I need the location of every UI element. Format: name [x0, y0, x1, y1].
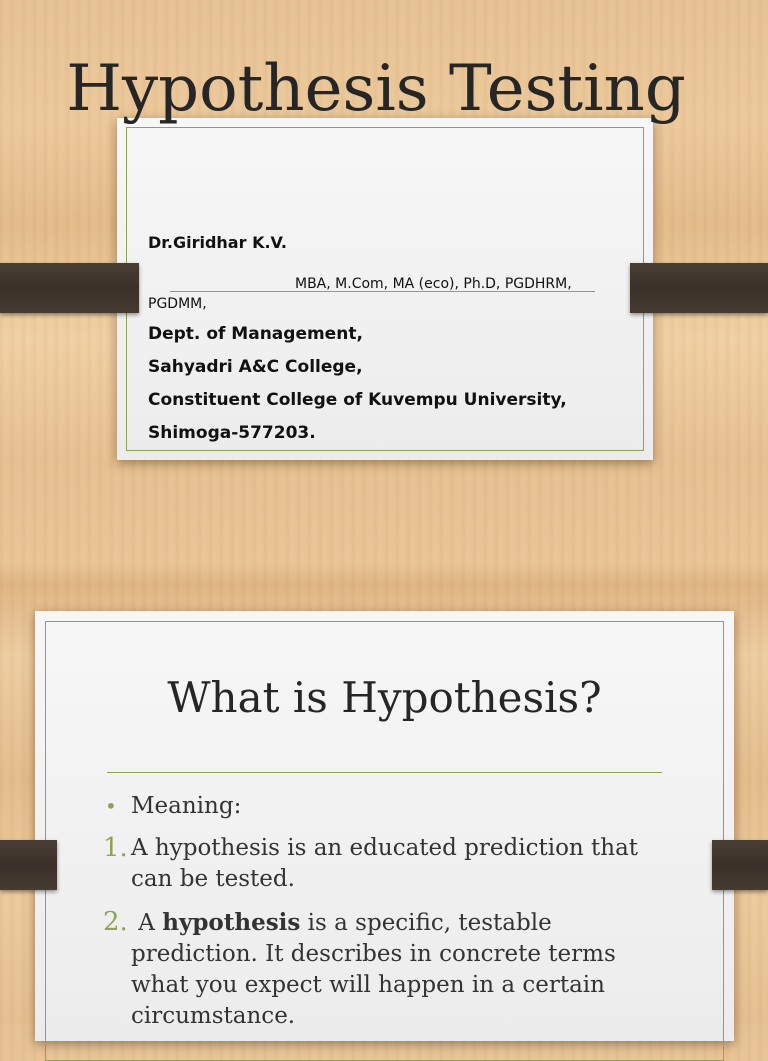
- bullet-text: Meaning:: [131, 793, 242, 819]
- list-item: [105, 791, 676, 822]
- item-text: A hypothesis is an educated prediction that can be tested.: [131, 835, 639, 892]
- city-address: Shimoga-577203.: [148, 423, 316, 443]
- university-affiliation: Constituent College of Kuvempu University,: [148, 390, 567, 410]
- item-prefix: A: [131, 910, 163, 936]
- numbered-item-1: [103, 833, 676, 895]
- content-slide: [35, 611, 734, 1041]
- item-bold-term: hypothesis: [162, 909, 301, 936]
- item-text: is a specific, testable prediction. It describes in concrete terms what you expect will happen in a certain circumstance.: [131, 910, 616, 1029]
- slide-title: What is Hypothesis?: [167, 673, 602, 722]
- slide-title: Hypothesis Testing: [66, 52, 686, 126]
- tape-left-slide2: [0, 840, 57, 890]
- tape-right-slide1: [630, 263, 768, 313]
- bullet-icon: •: [105, 794, 117, 818]
- college-name: Sahyadri A&C College,: [148, 357, 363, 377]
- item-number: 1.: [103, 833, 128, 863]
- tape-right-slide2: [712, 840, 768, 890]
- qualifications-line-1: MBA, M.Com, MA (eco), Ph.D, PGDHRM,: [295, 276, 572, 292]
- department: Dept. of Management,: [148, 324, 363, 344]
- title-divider: [107, 772, 662, 773]
- tape-left-slide1: [0, 263, 139, 313]
- qualifications-line-2: PGDMM,: [148, 296, 207, 312]
- item-number: 2.: [103, 907, 128, 937]
- numbered-item-2: [103, 907, 676, 1032]
- author-name: Dr.Giridhar K.V.: [148, 233, 287, 252]
